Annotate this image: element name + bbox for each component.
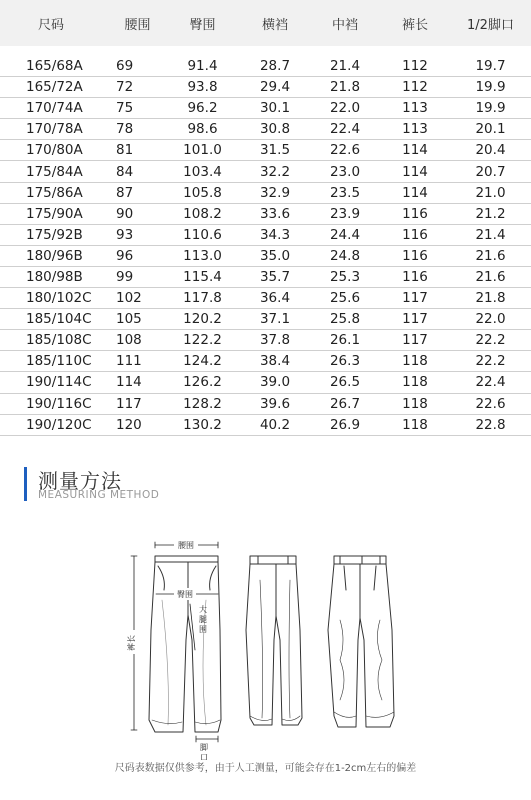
- table-cell: 21.4: [329, 58, 361, 75]
- table-row: [0, 161, 531, 182]
- table-cell: 113: [402, 100, 428, 117]
- table-cell: 96.2: [187, 100, 218, 117]
- table-cell: 33.6: [259, 205, 291, 222]
- table-cell: 120: [116, 416, 142, 433]
- table-cell: 32.2: [259, 163, 291, 180]
- table-cell: 20.4: [475, 142, 506, 159]
- table-cell: 22.8: [475, 416, 506, 433]
- table-cell: 21.6: [475, 247, 506, 264]
- table-cell: 108.2: [183, 205, 222, 222]
- table-cell: 116: [402, 226, 428, 243]
- table-cell: 118: [402, 395, 428, 412]
- table-cell: 21.8: [329, 79, 361, 96]
- column-header: 臀围: [189, 17, 216, 33]
- table-cell: 26.9: [329, 416, 361, 433]
- pants-back: [328, 556, 394, 727]
- table-cell: 19.9: [475, 79, 506, 96]
- table-cell: 130.2: [183, 416, 222, 433]
- table-cell: 118: [402, 374, 428, 391]
- table-cell: 185/110C: [26, 353, 92, 370]
- table-cell: 39.0: [259, 374, 291, 391]
- column-header: 尺码: [38, 17, 65, 33]
- table-cell: 36.4: [259, 290, 291, 307]
- table-cell: 22.2: [475, 332, 506, 349]
- table-cell: 118: [402, 416, 428, 433]
- table-cell: 22.0: [475, 311, 506, 328]
- label-length: 裤长: [127, 635, 136, 651]
- section-accent-bar: [24, 467, 27, 501]
- table-row: [0, 140, 531, 161]
- table-cell: 175/84A: [26, 163, 83, 180]
- table-row: [0, 309, 531, 330]
- table-cell: 23.0: [329, 163, 361, 180]
- column-header: 1/2脚口: [467, 17, 514, 33]
- table-cell: 120.2: [183, 311, 222, 328]
- table-cell: 180/102C: [26, 290, 92, 307]
- table-cell: 116: [402, 247, 428, 264]
- table-cell: 22.6: [329, 142, 361, 159]
- table-cell: 114: [116, 374, 142, 391]
- table-cell: 93.8: [187, 79, 218, 96]
- column-header: 裤长: [401, 17, 428, 33]
- table-cell: 19.9: [475, 100, 506, 117]
- table-row: [0, 246, 531, 267]
- table-cell: 117.8: [183, 290, 222, 307]
- table-cell: 22.4: [329, 121, 361, 138]
- table-cell: 24.4: [329, 226, 361, 243]
- table-cell: 31.5: [259, 142, 291, 159]
- label-thigh: 大 腿 围: [199, 605, 207, 634]
- table-cell: 128.2: [183, 395, 222, 412]
- table-cell: 116: [402, 268, 428, 285]
- table-cell: 25.6: [329, 290, 361, 307]
- table-cell: 170/74A: [26, 100, 83, 117]
- table-cell: 124.2: [183, 353, 222, 370]
- table-cell: 114: [402, 184, 428, 201]
- table-cell: 105.8: [183, 184, 222, 201]
- table-cell: 81: [116, 142, 134, 159]
- table-cell: 108: [116, 332, 142, 349]
- table-cell: 165/72A: [26, 79, 83, 96]
- table-cell: 111: [116, 353, 142, 370]
- table-cell: 117: [402, 332, 428, 349]
- section-title-zh: 测量方法: [38, 469, 122, 493]
- table-cell: 116: [402, 205, 428, 222]
- table-cell: 21.6: [475, 268, 506, 285]
- pants-front-measured: [149, 556, 221, 732]
- table-cell: 21.4: [475, 226, 506, 243]
- table-cell: 114: [402, 163, 428, 180]
- table-cell: 117: [402, 290, 428, 307]
- table-row: [0, 225, 531, 246]
- table-cell: 30.8: [259, 121, 291, 138]
- table-cell: 75: [116, 100, 134, 117]
- table-cell: 102: [116, 290, 142, 307]
- measuring-diagram: [100, 520, 430, 760]
- table-cell: 175/86A: [26, 184, 83, 201]
- table-cell: 19.7: [475, 58, 506, 75]
- table-cell: 110.6: [183, 226, 222, 243]
- table-cell: 99: [116, 268, 134, 285]
- table-cell: 23.9: [329, 205, 361, 222]
- table-cell: 25.3: [329, 268, 361, 285]
- table-cell: 40.2: [259, 416, 291, 433]
- size-table-body: [0, 46, 531, 436]
- table-cell: 38.4: [259, 353, 291, 370]
- table-cell: 87: [116, 184, 134, 201]
- table-row: [0, 351, 531, 372]
- table-cell: 114: [402, 142, 428, 159]
- table-cell: 34.3: [259, 226, 291, 243]
- table-cell: 190/116C: [26, 395, 92, 412]
- size-table-header: [0, 0, 531, 46]
- table-cell: 118: [402, 353, 428, 370]
- table-cell: 175/92B: [26, 226, 83, 243]
- table-cell: 113: [402, 121, 428, 138]
- table-cell: 190/114C: [26, 374, 92, 391]
- table-cell: 21.0: [475, 184, 506, 201]
- table-row: [0, 119, 531, 140]
- table-cell: 25.8: [329, 311, 361, 328]
- measurement-note: 尺码表数据仅供参考，由于人工测量，可能会存在1-2cm左右的偏差: [114, 763, 417, 774]
- table-cell: 91.4: [187, 58, 218, 75]
- table-cell: 126.2: [183, 374, 222, 391]
- table-row: [0, 204, 531, 225]
- table-cell: 175/90A: [26, 205, 83, 222]
- table-cell: 26.5: [329, 374, 361, 391]
- table-cell: 180/96B: [26, 247, 83, 264]
- column-header: 中裆: [331, 17, 358, 33]
- table-cell: 170/78A: [26, 121, 83, 138]
- table-cell: 35.7: [259, 268, 291, 285]
- table-cell: 165/68A: [26, 58, 83, 75]
- table-cell: 22.0: [329, 100, 361, 117]
- table-cell: 69: [116, 58, 134, 75]
- table-cell: 22.2: [475, 353, 506, 370]
- table-cell: 35.0: [259, 247, 291, 264]
- table-row: [0, 288, 531, 309]
- table-row: [0, 98, 531, 119]
- table-cell: 101.0: [183, 142, 222, 159]
- table-cell: 185/108C: [26, 332, 92, 349]
- table-cell: 84: [116, 163, 134, 180]
- table-cell: 39.6: [259, 395, 291, 412]
- table-cell: 29.4: [259, 79, 291, 96]
- table-cell: 117: [116, 395, 142, 412]
- table-cell: 30.1: [259, 100, 291, 117]
- table-cell: 37.1: [259, 311, 291, 328]
- table-cell: 180/98B: [26, 268, 83, 285]
- table-cell: 103.4: [183, 163, 222, 180]
- table-cell: 122.2: [183, 332, 222, 349]
- table-cell: 20.1: [475, 121, 506, 138]
- pants-illustration: [100, 520, 430, 760]
- label-waist: 腰围: [178, 541, 194, 550]
- table-cell: 24.8: [329, 247, 361, 264]
- table-row: [0, 56, 531, 77]
- table-cell: 112: [402, 58, 428, 75]
- table-cell: 26.3: [329, 353, 361, 370]
- table-cell: 190/120C: [26, 416, 92, 433]
- column-header: 腰围: [124, 17, 151, 33]
- table-row: [0, 267, 531, 288]
- label-hem: 脚 口: [200, 743, 208, 760]
- table-row: [0, 77, 531, 98]
- table-cell: 90: [116, 205, 134, 222]
- table-row: [0, 183, 531, 204]
- table-cell: 37.8: [259, 332, 291, 349]
- table-row: [0, 330, 531, 351]
- table-cell: 32.9: [259, 184, 291, 201]
- table-cell: 26.1: [329, 332, 361, 349]
- table-cell: 115.4: [183, 268, 222, 285]
- table-cell: 98.6: [187, 121, 218, 138]
- table-cell: 22.6: [475, 395, 506, 412]
- table-cell: 20.7: [475, 163, 506, 180]
- table-row: [0, 394, 531, 415]
- table-cell: 93: [116, 226, 134, 243]
- table-cell: 113.0: [183, 247, 222, 264]
- table-cell: 112: [402, 79, 428, 96]
- table-cell: 28.7: [259, 58, 291, 75]
- table-row: [0, 372, 531, 393]
- label-hip: 臀围: [177, 590, 193, 599]
- table-row: [0, 415, 531, 436]
- table-cell: 22.4: [475, 374, 506, 391]
- table-cell: 21.8: [475, 290, 506, 307]
- table-cell: 72: [116, 79, 134, 96]
- table-cell: 23.5: [329, 184, 361, 201]
- table-cell: 117: [402, 311, 428, 328]
- section-title-en: MEASURING METHOD: [38, 489, 160, 501]
- table-cell: 21.2: [475, 205, 506, 222]
- table-cell: 105: [116, 311, 142, 328]
- column-header: 横裆: [261, 17, 288, 33]
- table-cell: 170/80A: [26, 142, 83, 159]
- pants-front: [246, 556, 302, 725]
- table-cell: 26.7: [329, 395, 361, 412]
- table-cell: 78: [116, 121, 134, 138]
- table-cell: 96: [116, 247, 134, 264]
- table-cell: 185/104C: [26, 311, 92, 328]
